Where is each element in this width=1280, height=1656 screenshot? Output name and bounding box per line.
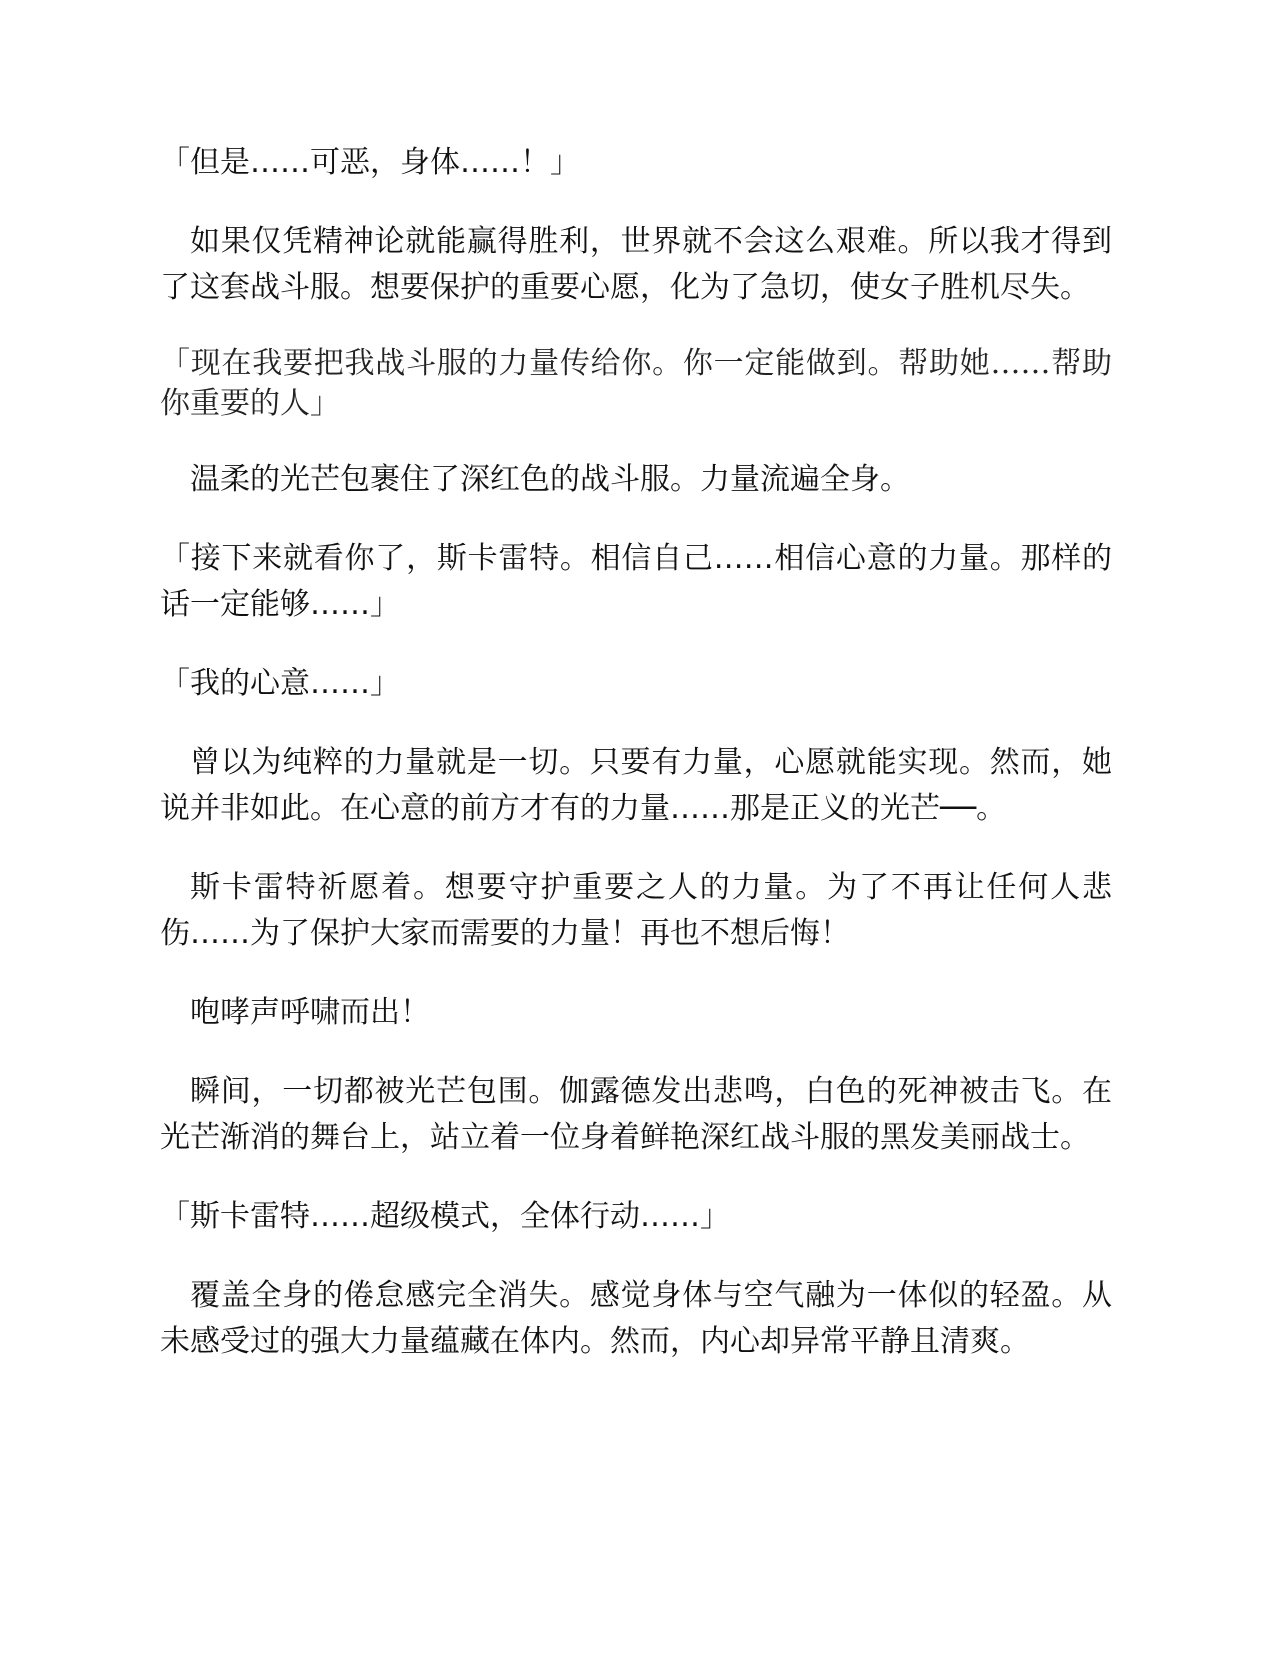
narration-paragraph: 覆盖全身的倦怠感完全消失。感觉身体与空气融为一体似的轻盈。从未感受过的强大力量蕴藏在体内。然而，内心却异常平静且清爽。 (160, 1278, 1112, 1359)
dialogue-line: 「我的心意……」 (160, 666, 400, 701)
narration-paragraph: 斯卡雷特祈愿着。想要守护重要之人的力量。为了不再让任何人悲伤……为了保护大家而需要的力量！再也不想后悔！ (160, 870, 1112, 951)
dialogue-line: 「现在我要把我战斗服的力量传给你。你一定能做到。帮助她……帮助你重要的人」 (160, 346, 1112, 421)
dialogue-line: 「但是……可恶，身体……！」 (160, 145, 580, 180)
dialogue-line: 「接下来就看你了，斯卡雷特。相信自己……相信心意的力量。那样的话一定能够……」 (160, 541, 1112, 622)
narration-paragraph: 曾以为纯粹的力量就是一切。只要有力量，心愿就能实现。然而，她说并非如此。在心意的前方才有的力量……那是正义的光芒──。 (160, 745, 1112, 826)
narration-paragraph: 瞬间，一切都被光芒包围。伽露德发出悲鸣，白色的死神被击飞。在光芒渐消的舞台上，站立着一位身着鲜艳深红战斗服的黑发美丽战士。 (160, 1074, 1112, 1155)
narration-paragraph: 如果仅凭精神论就能赢得胜利，世界就不会这么艰难。所以我才得到了这套战斗服。想要保护的重要心愿，化为了急切，使女子胜机尽失。 (160, 224, 1112, 305)
document-page (160, 140, 1112, 1398)
dialogue-line: 「斯卡雷特……超级模式，全体行动……」 (160, 1199, 730, 1234)
narration-paragraph: 温柔的光芒包裹住了深红色的战斗服。力量流遍全身。 (190, 462, 910, 497)
narration-paragraph: 咆哮声呼啸而出！ (190, 995, 430, 1030)
